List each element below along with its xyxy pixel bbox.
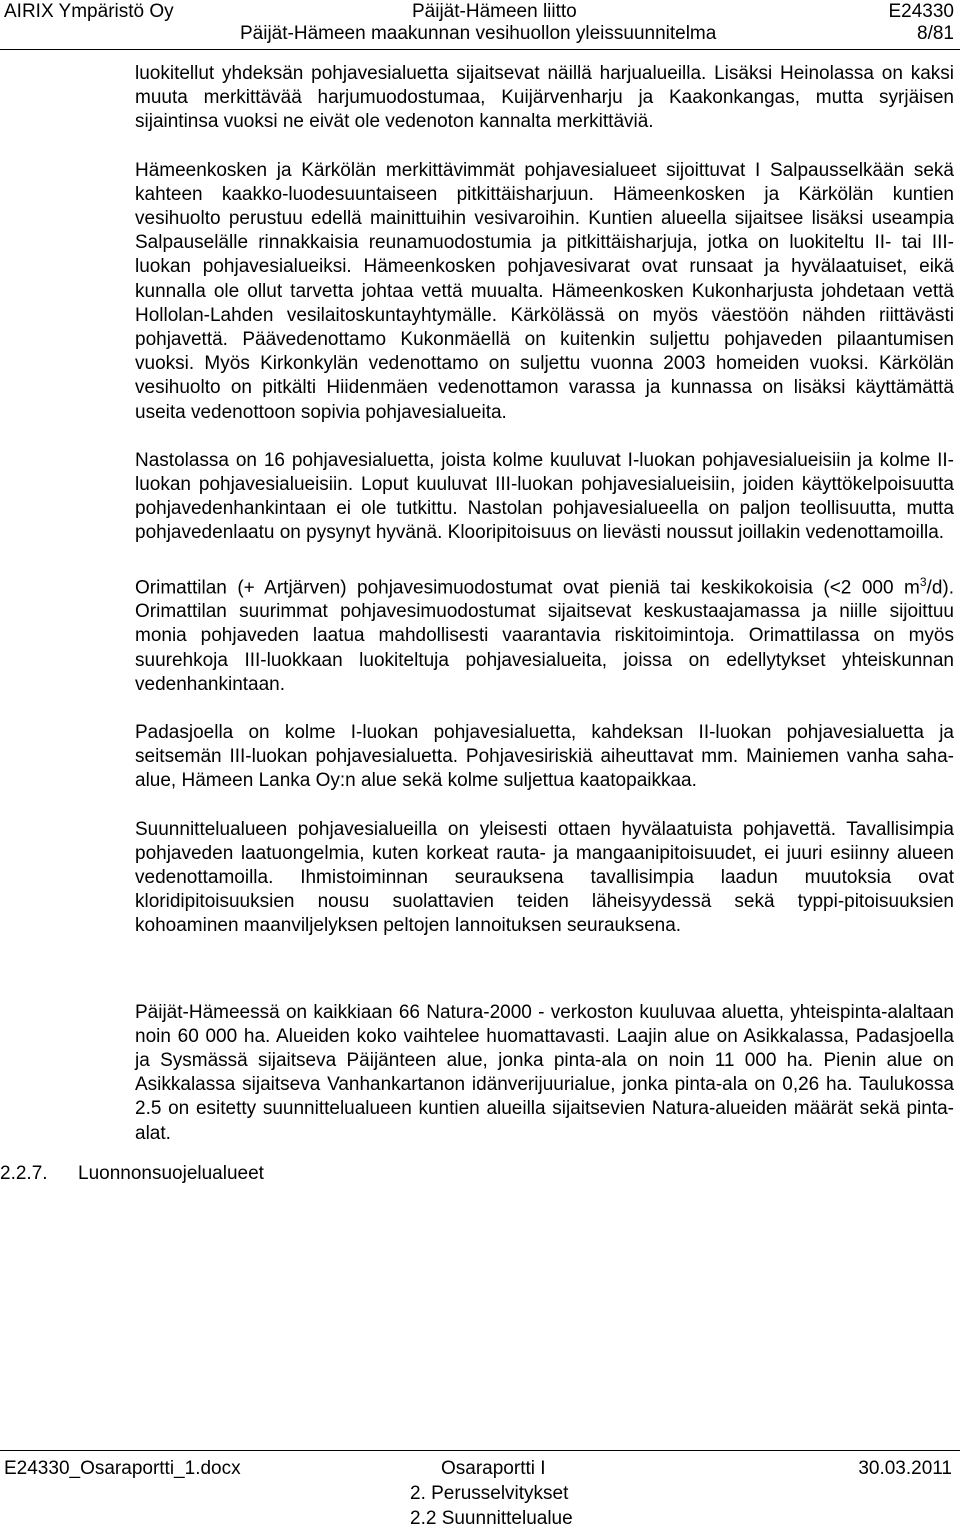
paragraph-hameenkoski-karkola: Hämeenkosken ja Kärkölän merkittävimmät pohjavesialueet sijoittuvat I Salpausselkään sekä kahteen kaakko-luodesuuntaiseen pitkittäisharjuun. Hämeenkosken ja Kärkölän kuntien vesihuolto perustuu edellä mainittuihin vesivaroihin. Kuntien alueella sijaitsee lisäksi useampia Salpauselälle rinnakkaisia reunamuodostumia ja pitkittäisharjuja, jotka on luokiteltu II- tai III-luokan pohjavesialueiksi. Hämeenkosken pohjavesivarat ovat runsaat ja hyvälaatuiset, eikä kunnalla ole ollut tarvetta johtaa vettä muualta. Hämeenkosken Kukonharjusta johdetaan vettä Hollolan-Lahden vesilaitoskuntayhtymälle. Kärkölässä on myös väestöön nähden riittävästi pohjavettä. Päävedenottamo Kukonmäellä on kuitenkin suljettu pohjaveden pilaantumisen vuoksi. Myös Kirkonkylän vedenottamo on suljettu vuonna 2003 homeiden vuoksi. Kärkölän vesihuolto on pitkälti Hiidenmäen vedenottamon varassa ja kunnassa on lisäksi käyttämättä useita vedenottoon sopivia pohjavesialueita. <box>135 159 954 423</box>
page-header <box>0 0 960 50</box>
paragraph-padasjoki: Padasjoella on kolme I-luokan pohjavesialuetta, kahdeksan II-luokan pohjavesialuetta ja seitsemän III-luokan pohjavesialuetta. Pohjavesiriskiä aiheuttavat mm. Mainiemen vanha saha-alue, Hämeen Lanka Oy:n alue sekä kolme suljettua kaatopaikkaa. <box>135 722 954 792</box>
footer-divider <box>0 1450 960 1451</box>
paragraph-natura: Päijät-Hämeessä on kaikkiaan 66 Natura-2000 - verkoston kuuluvaa aluetta, yhteispinta-alaltaan noin 60 000 ha. Alueiden koko vaihtelee huomattavasti. Laajin alue on Asikkalassa, Padasjoella ja Sysmässä sijaitseva Päijänteen alue, jonka pinta-ala on noin 11 000 ha. Pienin alue on Asikkalassa sijaitseva Vanhankartanon idänverijuurialue, jonka pinta-ala on 0,26 ha. Taulukossa 2.5 on esitetty suunnittelualueen kuntien alueilla sijaitsevien Natura-alueiden määrät sekä pinta-alat. <box>135 1001 954 1144</box>
footer-filename: E24330_Osaraportti_1.docx <box>4 1458 241 1479</box>
header-project-code: E24330 <box>888 1 954 22</box>
header-company: AIRIX Ympäristö Oy <box>4 1 174 22</box>
orimattila-superscript: 3 <box>919 574 927 589</box>
paragraph-heinola: luokitellut yhdeksän pohjavesialuetta sijaitsevat näillä harjualueilla. Lisäksi Heinolassa on kaksi muuta merkittävää harjumuodostumaa, Kuijärvenharju ja Kaakonkangas, mutta syrjäisen sijaintinsa vuoksi ne eivät ole vedenoton kannalta merkittäviä. <box>135 63 954 133</box>
footer-report-name: Osaraportti I <box>441 1458 546 1479</box>
header-document-title: Päijät-Hämeen maakunnan vesihuollon yleissuunnitelma <box>240 23 717 44</box>
section-heading <box>0 1162 264 1186</box>
footer-subchapter: 2.2 Suunnittelualue <box>410 1508 573 1529</box>
paragraph-orimattila <box>135 570 954 697</box>
section-number: 2.2.7. <box>0 1163 48 1184</box>
footer-chapter: 2. Perusselvitykset <box>410 1483 569 1504</box>
paragraph-water-quality: Suunnittelualueen pohjavesialueilla on yleisesti ottaen hyvälaatuista pohjavettä. Tavallisimpia pohjaveden laatuongelmia, kuten korkeat rauta- ja mangaanipitoisuudet, ei juuri esiinny alueen vedenottamoilla. Ihmistoiminnan seurauksena tavallisimpia laadun muutoksia ovat kloridipitoisuuksien nousu suolattavien teiden läheisyydessä sekä typpi-pitoisuuksien kohoaminen maanviljelyksen peltojen lannoituksen seurauksena. <box>135 818 954 937</box>
footer-date: 30.03.2011 <box>858 1458 952 1479</box>
header-divider <box>0 49 960 50</box>
orimattila-text-end: /d). Orimattilan suurimmat pohjavesimuodostumat sijaitsevat keskustaajamassa ja niille sijoittuu monia pohjaveden laatua mahdollisesti vaarantavia riskitoimintoja. Orimattilassa on myös suurehkoja III-luokkaan luokiteltuja pohjavesialueita, joissa on edellytykset yhteiskunnan vedenhankintaan. <box>135 576 954 695</box>
orimattila-text-start: Orimattilan (+ Artjärven) pohjavesimuodostumat ovat pieniä tai keskikokoisia (<2 000 m <box>135 576 920 598</box>
header-client: Päijät-Hämeen liitto <box>412 1 577 22</box>
document-body <box>135 62 954 1170</box>
paragraph-nastola: Nastolassa on 16 pohjavesialuetta, joista kolme kuuluvat I-luokan pohjavesialueisiin ja kolme II-luokan pohjavesialueisiin. Loput kuuluvat III-luokan pohjavesialueisiin, joiden käyttökelpoisuutta pohjavedenhankintaan ei ole tutkittu. Nastolan pohjavesialueella on paljon teollisuutta, mutta pohjavedenlaatu on pysynyt hyvänä. Klooripitoisuus on lievästi noussut joillakin vedenottamoilla. <box>135 449 954 544</box>
section-title: Luonnonsuojelualueet <box>78 1163 264 1184</box>
header-page-number: 8/81 <box>917 23 954 44</box>
